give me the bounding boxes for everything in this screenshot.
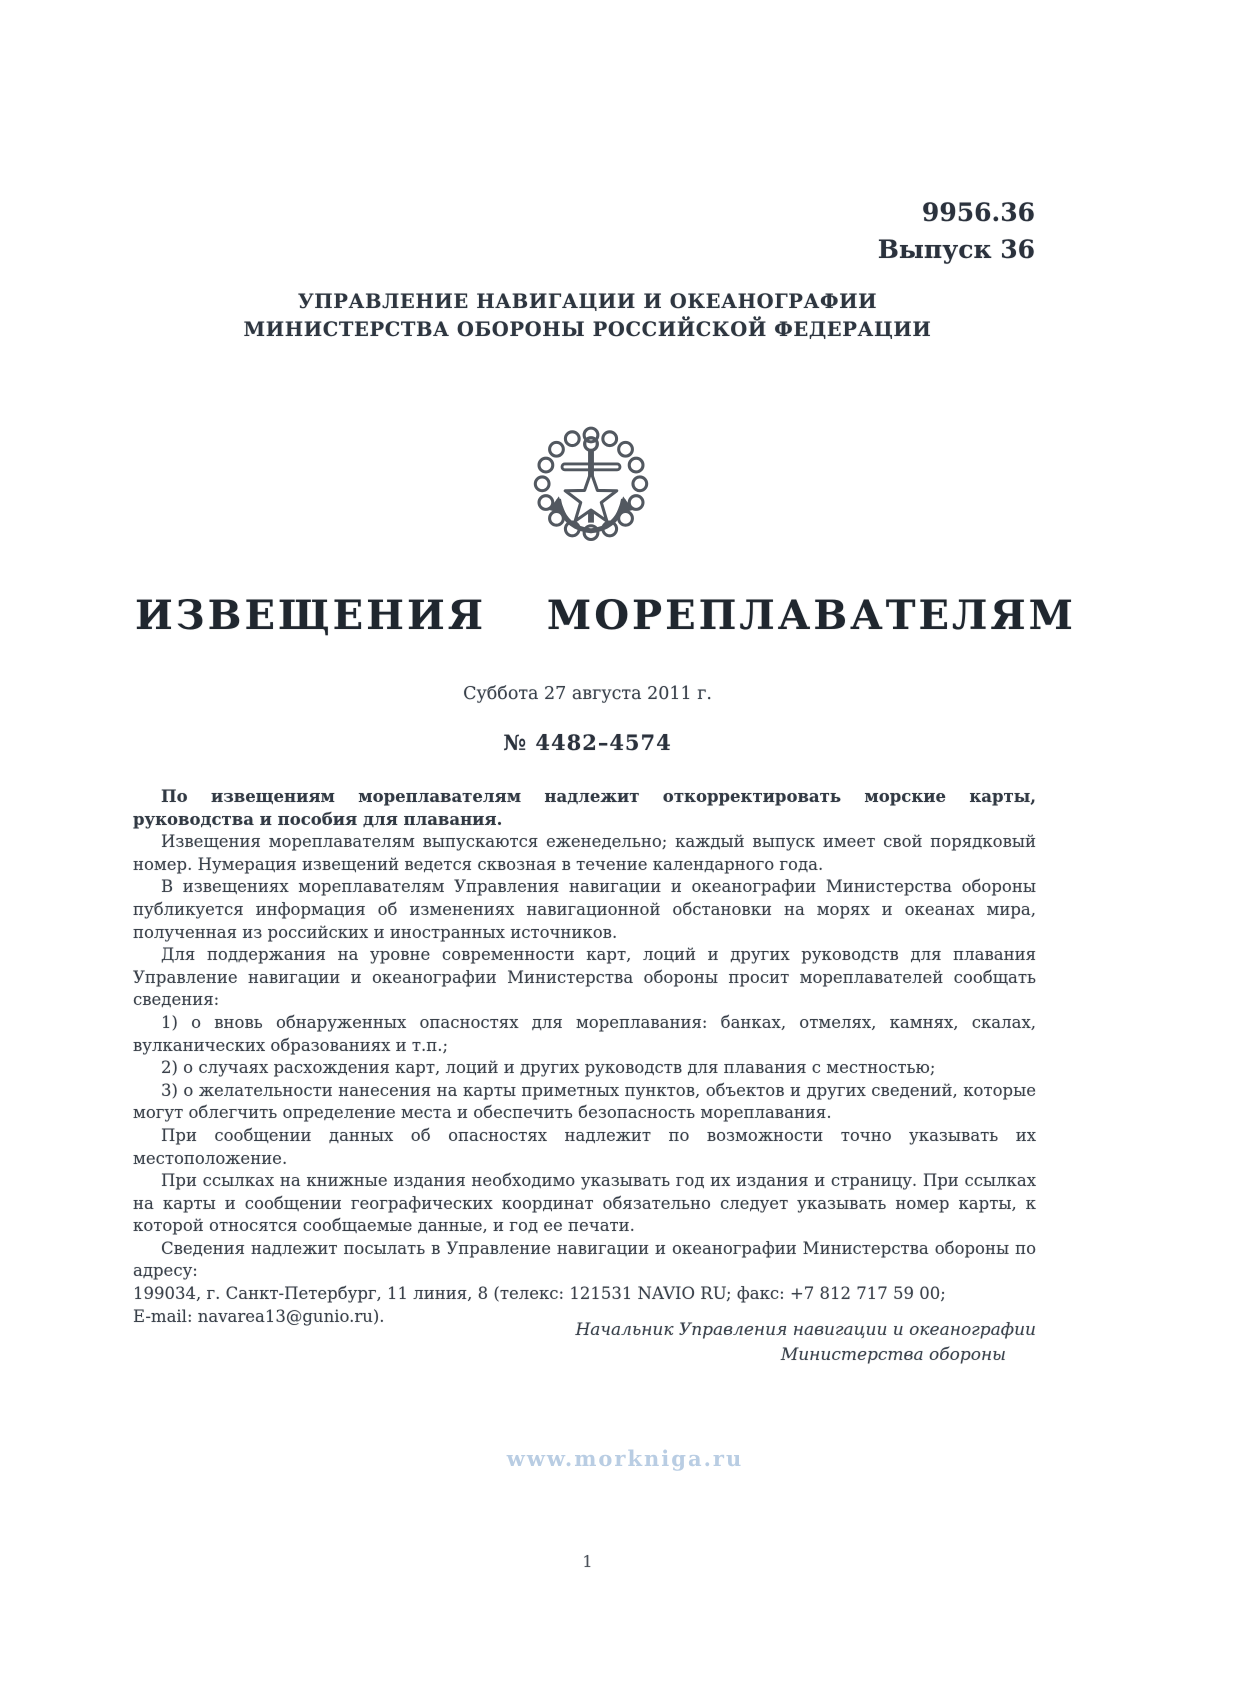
document-code-block — [878, 194, 1035, 268]
body-paragraph: E-mail: navarea13@gunio.ru). — [133, 1306, 385, 1326]
body-paragraph: При сообщении данных об опасностях надлежит по возможности точно указывать их местоположение. — [133, 1125, 1036, 1168]
organization-line-1: УПРАВЛЕНИЕ НАВИГАЦИИ И ОКЕАНОГРАФИИ — [297, 290, 878, 313]
signature-block — [133, 1318, 1036, 1367]
page-number: 1 — [582, 1552, 593, 1571]
body-paragraph: 3) о желательности нанесения на карты приметных пунктов, объектов и других сведений, которые могут облегчить определение места и обеспечить безопасность мореплавания. — [133, 1080, 1036, 1123]
signature-line-2: Министерства обороны — [780, 1344, 1006, 1365]
document-title: ИЗВЕЩЕНИЯ МОРЕПЛАВАТЕЛЯМ — [135, 592, 1076, 639]
body-paragraph: Извещения мореплавателям выпускаются еженедельно; каждый выпуск имеет свой порядковый номер. Нумерация извещений ведется сквозная в течение календарного года. — [133, 832, 1036, 874]
body-paragraph: По извещениям мореплавателям надлежит откорректировать морские карты, руководства и пособия для плавания. — [133, 787, 1036, 829]
organization-line-2: МИНИСТЕРСТВА ОБОРОНЫ РОССИЙСКОЙ ФЕДЕРАЦИИ — [243, 318, 932, 341]
body-paragraph: Сведения надлежит посылать в Управление навигации и океанографии Министерства обороны по адресу: — [133, 1238, 1036, 1281]
body-paragraph: Для поддержания на уровне современности карт, лоций и других руководств для плавания Управление навигации и океанографии Министерства обороны просит мореплавателей сообщать сведения: — [133, 945, 1036, 1010]
notice-range: № 4482–4574 — [503, 730, 672, 755]
body-paragraph: При ссылках на книжные издания необходимо указывать год их издания и страницу. При ссылках на карты и сообщении географических координат обязательно следует указывать номер карты, к которой относятся сообщаемые данные, и год ее печати. — [133, 1171, 1036, 1236]
organization-header — [135, 288, 1040, 344]
body-paragraph: 1) о вновь обнаруженных опасностях для мореплавания: банках, отмелях, камнях, скалах, вулканических образованиях и т.п.; — [133, 1012, 1036, 1055]
body-paragraph: 199034, г. Санкт-Петербург, 11 линия, 8 (телекс: 121531 NAVIO RU; факс: +7 812 717 59 00; — [133, 1284, 946, 1304]
anchor-star-chain-emblem-icon — [530, 416, 652, 548]
body-paragraph: В извещениях мореплавателям Управления навигации и океанографии Министерства обороны публикуется информация об изменениях навигационной обстановки на морях и океанах мира, полученная из российских и иностранных источников. — [133, 877, 1036, 942]
issue-number: Выпуск 36 — [877, 235, 1035, 264]
notice-body — [133, 786, 1036, 1328]
watermark-text: www.morkniga.ru — [506, 1446, 744, 1471]
date-line: Суббота 27 августа 2011 г. — [463, 684, 712, 704]
body-paragraph: 2) о случаях расхождения карт, лоций и других руководств для плавания с местностью; — [161, 1058, 936, 1078]
document-code: 9956.36 — [921, 198, 1035, 227]
signature-line-1: Начальник Управления навигации и океанографии — [575, 1320, 1036, 1340]
